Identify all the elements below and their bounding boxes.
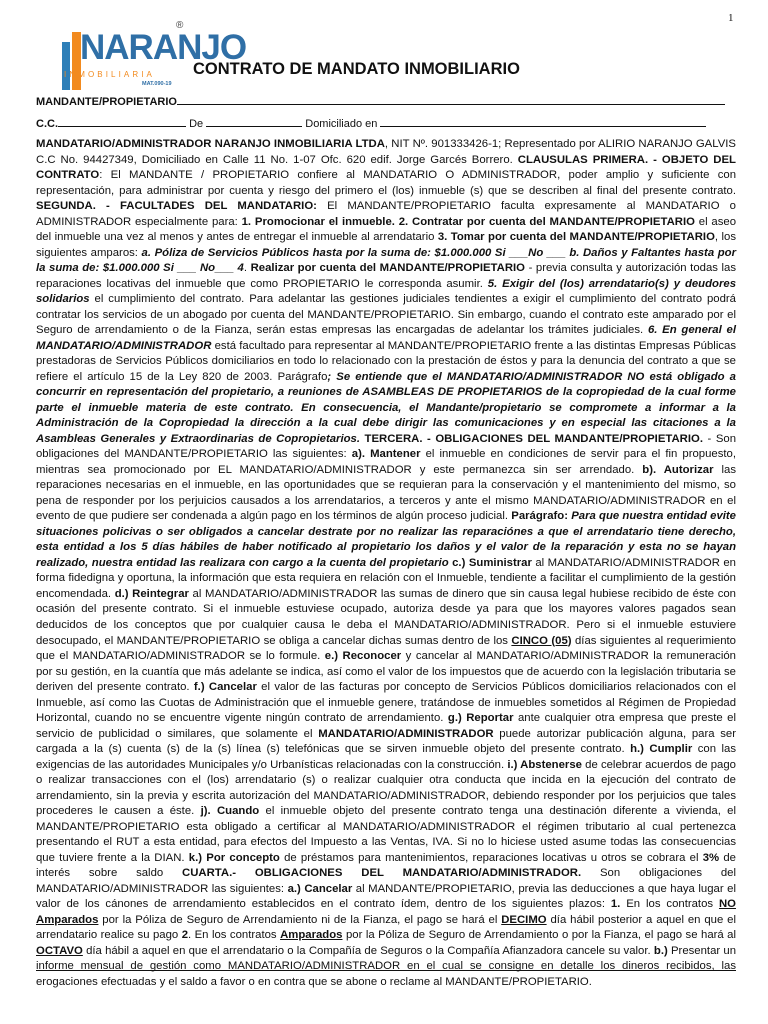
body-run: : El MANDANTE / PROPIETARIO confiere al MANDATARIO O ADMINISTRADOR, poder amplio y suficiente con representación, para administrar por cuenta y riesgo del primero el (los) inmueble (s) que se describen al final del presente contrato. [36,169,736,197]
body-run: - previa consulta y autorización todas las reparaciones locativas del inmueble que como PROPIETARIO le corresponda asumir. [36,262,737,290]
logo-code: MAT.090-19 [142,81,172,87]
body-run: OCTAVO [36,944,83,957]
body-run: el aseo del inmueble una vez al menos y antes de entregar el inmueble al arrendatario [36,215,737,244]
body-run: h.) Cumplir [630,743,693,756]
de-label: De [189,118,204,130]
body-run: las reparaciones necesarias en el inmueble, en las oportunidades que se requieran para la conservación y el mantenimiento del mismo, so pena de responder por los perjuicios causados a los arrendatarios, a terceros y ante el mismo MANDATARIO/ADMINISTRADOR en el evento de que pudiere ser condenada a algún pago en los términos de algún proceso judicial. [36,463,736,523]
body-run: y cancelar al MANDATARIO/ADMINISTRADOR la remuneración por su gestión, en la cuantía que más adelante se indica, así como el valor de los impuestos que de acuerdo con la legislación tributaria se deriven del presente contrato. [36,650,736,694]
domiciliado-label: Domiciliado en [305,118,378,130]
body-run: Son obligaciones del MANDATARIO/ADMINISTRADOR las siguientes: [36,867,736,895]
body-run: días siguientes al requerimiento que el MANDATARIO/ADMINISTRADOR se lo formule. [36,634,736,663]
body-run: 6. En general el MANDATARIO/ADMINISTRADOR [36,324,736,352]
body-run: está facultado para representar al MANDANTE/PROPIETARIO frente a las distintas Empresas Públicas prestadoras de Servicios Públicos domiciliarios en todo lo relacionado con la prestación de éstos y para la denuncia del contrato a que se refiere el artículo 15 de la Ley 820 de 2003. Parágrafo [36,339,736,383]
cc-field [36,116,706,130]
body-run: e.) Reconocer [324,650,402,663]
body-run: 3. Tomar por cuenta del MANDANTE/PROPIETARIO [437,231,715,244]
body-run: el inmueble en condiciones de servir para el fin propuesto, mientras sea promocionado por EL MANDATARIO/ADMINISTRADOR y este permanezca sin ser arrendado. [36,448,737,476]
body-run: con las exigencias de las autoridades Municipales y/o Urbanísticas relacionadas con la construcción. [36,743,736,771]
body-run: , los siguientes amparos: [36,231,737,259]
body-run: d.) Reintegrar [114,587,189,600]
domiciliado-blank[interactable] [380,116,706,127]
body-run: día hábil posterior a aquel en que el arrendatario realice su pago [36,913,736,942]
document-title: CONTRATO DE MANDATO INMOBILIARIO [193,60,520,78]
body-run: 1. [610,898,621,911]
body-run: MANDATARIO/ADMINISTRADOR NARANJO INMOBILIARIA LTDA [36,138,385,150]
body-run: b.) [653,944,668,957]
body-run: el valor de las facturas por concepto de Servicios Públicos domiciliarios relacionados con el Inmueble, así como las Cuotas de Administración que el inmueble genere, tratándose de inmuebles sometidos al Régimen de Propiedad Horizontal, cuando no se encuentre vigente ningún contrato de arrendamiento. [36,681,736,725]
body-run: TERCERA. - OBLIGACIONES DEL MANDANTE/PROPIETARIO. [360,432,703,445]
body-run: El MANDANTE/PROPIETARIO faculta expresamente al MANDATARIO o ADMINISTRADOR especialmente para: [36,200,736,228]
body-run: puede autorizar publicación alguna, para ser cargada a la (s) cuenta (s) de la (s) línea (s) telefónicas que se sirven inmueble objeto del presente contrato. [36,727,737,756]
body-run: DECIMO [501,913,547,926]
body-run: j). Cuando [200,805,260,818]
body-run: MANDATARIO/ADMINISTRADOR [318,727,494,740]
body-run: 5. Exigir del (los) arrendatario(s) y deudores solidarios [36,277,736,306]
cc-blank[interactable] [58,116,186,127]
body-run: f.) Cancelar [193,681,257,694]
mandante-label: MANDANTE/PROPIETARIO [36,96,177,108]
body-run: por la Póliza de Seguro de Arrendamiento o por la Fianza, el pago se hará al [342,929,737,942]
logo-subtitle: INMOBILIARIA [64,70,155,79]
body-run: i.) Abstenerse [507,758,582,771]
page-number: 1 [728,12,734,24]
body-run: Realizar por cuenta del MANDANTE/PROPIETARIO [250,262,525,275]
naranjo-logo [62,20,247,102]
body-run: 1. Promocionar el inmueble. 2. Contratar por cuenta del MANDANTE/PROPIETARIO [241,215,695,228]
body-run: ; Se entiende que el MANDATARIO/ADMINISTRADOR NO está obligado a concurrir en representación del propietario, a reuniones de ASAMBLEAS DE PROPIETARIOS de la copropiedad de la cual forme parte el inmueble materia de este contrato. En consecuencia, el Mandante/propietario se compromete a informar a la Administración de la Copropiedad la dirección a la cual debe dirigir las comunicaciones y en especial las citaciones a la Asambleas Generales y Extraordinarias de Copropietarios. [36,370,736,445]
body-run: ante cualquier otra empresa que preste el servicio de publicidad o similares, que solamente el [36,712,736,740]
body-run: CLAUSULAS PRIMERA. - OBJETO DEL CONTRATO [36,153,736,182]
body-run: de préstamos para mantenimientos, reparaciones locativas u otros se cobrara el [279,851,703,864]
body-run: Parágrafo: [511,510,572,523]
body-run: . [243,262,251,275]
body-run: CINCO (05) [511,634,572,647]
bottom-divider [36,970,736,971]
body-run: g.) Reportar [447,712,514,725]
body-run: Presentar un informe mensual de gestión como MANDATARIO/ADMINISTRADOR en el cual se consigne en detalle los dineros recibidos, las erogaciones efectuadas y el saldo a favor o en contra que se abone o reclame al MANDANTE/PROPIETARIO. [36,944,737,988]
body-run: , NIT Nº. 901333426-1; Representado por ALIRIO NARANJO GALVIS C.C No. 94427349, Domiciliado en Calle 11 No. 1-07 Ofc. 620 edif. Jorge Garcés Borrero. [36,138,736,166]
cc-label: C.C. [36,118,58,130]
body-run: el inmueble objeto del presente contrato tenga una destinación diferente a vivienda, el MANDANTE/PROPIETARIO esta obligado a certificar al MANDATARIO/ADMINISTRADOR el régimen tributario al cual pertenezca presentando el RUT a esta entidad, para efectos del Impuesto a las Ventas, IVA. Si no lo hiciese usted asume todas las consecuencias que tuviere frente a la DIAN. [36,805,736,864]
body-run: c.) Suministrar [448,556,532,569]
body-run: 3% [702,851,720,864]
mandante-blank[interactable] [177,94,725,105]
body-run: a.) Cancelar [287,882,353,895]
logo-building-icon [62,42,70,90]
body-run: al MANDATARIO/ADMINISTRADOR las sumas de dinero que sin causa legal hubiese recibido de éste con ocasión del presente contrato. Si el inmueble estuviese ocupado, autoriza desde ya para que los mayores valores pagados sean deducidos de los conceptos que por cualquier causa le deba el MANDATARIO/ADMINISTRADOR. Pero si el inmueble estuviere desocupado, el MANDANTE/PROPIETARIO se obliga a cancelar dichas sumas dentro de los [36,587,736,647]
body-run: Amparados [280,929,343,942]
body-run: Para que nuestra entidad evite situaciones policivas o ser obligados a cancelar destrate por no realizar las reparaciónes a que el arrendatario tiene derecho, esta entidad a los 5 días hábiles de haber notificado al propietario los daños y el valor de la reparación y esta no se hayan realizado, nuestra entidad las realizara con cargo a la cuenta del propietario [36,510,736,569]
mandante-field [36,94,725,108]
body-run: el cumplimiento del contrato. Para adelantar las gestiones judiciales tendientes a exigir el cumplimiento del contrato podrá contratar los servicios de un abogado por cuenta del MANDANTE/PROPIETARIO. Sin embargo, cuando el contrato este amparado por el Seguro de arrendamiento o de la Fianza, serán estas empresas las encargadas de adelantar los trámites judiciales. [36,293,736,337]
body-run: SEGUNDA. - FACULTADES DEL MANDATARIO: [36,200,317,213]
body-run: al MANDATARIO/ADMINISTRADOR en forma fidedigna y oportuna, la información que esta requiera en relación con el Inmueble, tendiente a facilitar el cumplimiento de la gestión encomendada. [36,556,736,600]
body-run: . En los contratos [188,929,281,942]
de-blank[interactable] [206,116,302,127]
body-run: En los contratos [620,898,719,911]
body-run: 2 [181,929,188,942]
body-run: de interés sobre saldo [36,851,736,880]
body-run: día hábil a aquel en que el arrendatario o la Compañía de Seguros o la Compañía Afianzadora cancele su valor. [82,944,654,957]
logo-registered-mark: ® [176,20,184,31]
body-run: b). Autorizar [642,463,714,476]
body-run: a. Póliza de Servicios Públicos hasta por la suma de: $1.000.000 Si ___No ___ b. Daños y Faltantes hasta por la suma de: $1.000.000 Si ___ No___ 4 [36,246,736,275]
body-run: al MANDANTE/PROPIETARIO, previa las deducciones a que haya lugar el valor de los cánones de arrendamiento establecidos en el contrato ídem, dentro de los siguientes plazos: [36,882,736,911]
body-run: k.) Por concepto [188,851,280,864]
body-run: por la Póliza de Seguro de Arrendamiento ni de la Fianza, el pago se hará el [98,913,502,926]
contract-body [36,137,736,990]
body-run: NO Amparados [36,898,736,926]
logo-name: NARANJO [80,28,247,67]
body-run: CUARTA.- OBLIGACIONES DEL MANDATARIO/ADMINISTRADOR. [182,867,582,880]
body-run: - Son obligaciones del MANDANTE/PROPIETARIO las siguientes: [36,432,737,461]
body-run: de celebrar acuerdos de pago o realizar transacciones con el (los) arrendatario (s) o realizar cualquier otra conducta que incida en la ejecución del contrato de arrendamiento, sin la previa y escrita autorización del MANDATARIO/ADMINISTRADOR, debiendo responder por los perjuicios que tales procederes le causen a éste. [36,758,736,818]
body-run: a). Mantener [351,448,421,461]
